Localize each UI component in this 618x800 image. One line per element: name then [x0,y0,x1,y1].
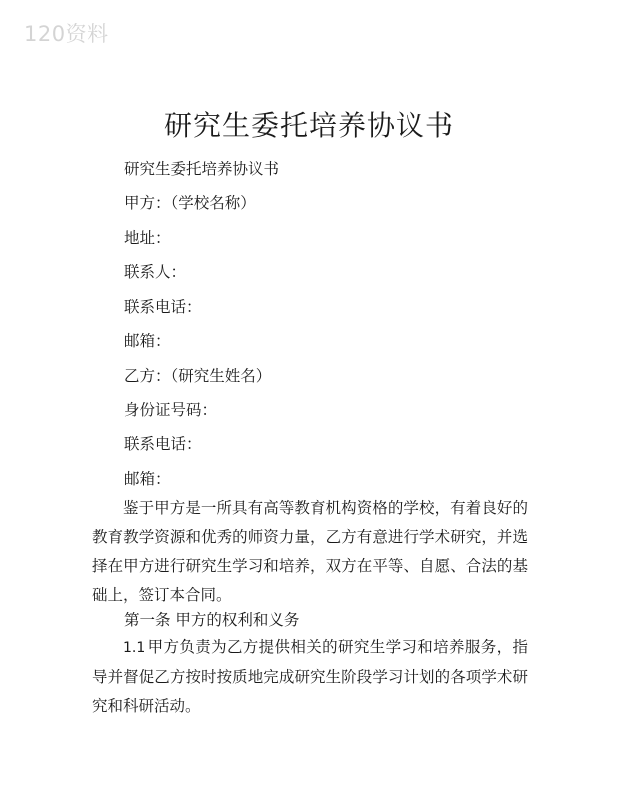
subtitle-line: 研究生委托培养协议书 [124,160,280,178]
document-title: 研究生委托培养协议书 [163,109,454,142]
email-line-b: 邮箱： [124,470,171,488]
watermark: 120资料 [24,22,109,46]
id-number-line: 身份证号码： [124,401,218,419]
contact-person-line: 联系人： [124,263,187,281]
clause-number: 1.1 [123,640,146,656]
phone-line-a: 联系电话： [124,298,202,316]
article-1-heading: 第一条 甲方的权利和义务 [124,611,300,629]
clause-text: 甲方负责为乙方提供相关的研究生学习和培养服务，指导并督促乙方按时按质地完成研究生阶段学习计划的各项学术研究和科研活动。 [92,638,528,715]
party-b-line: 乙方：（研究生姓名） [124,367,272,385]
clause-1-1-paragraph [92,633,528,721]
phone-line-b: 联系电话： [124,435,202,453]
address-line: 地址： [124,229,171,247]
party-a-line: 甲方：（学校名称） [124,194,256,212]
intro-paragraph: 鉴于甲方是一所具有高等教育机构资格的学校，有着良好的教育教学资源和优秀的师资力量，乙方有意进行学术研究，并选择在甲方进行研究生学习和培养，双方在平等、自愿、合法的基础上，签订本合同。 [92,499,528,604]
email-line-a: 邮箱： [124,332,171,350]
